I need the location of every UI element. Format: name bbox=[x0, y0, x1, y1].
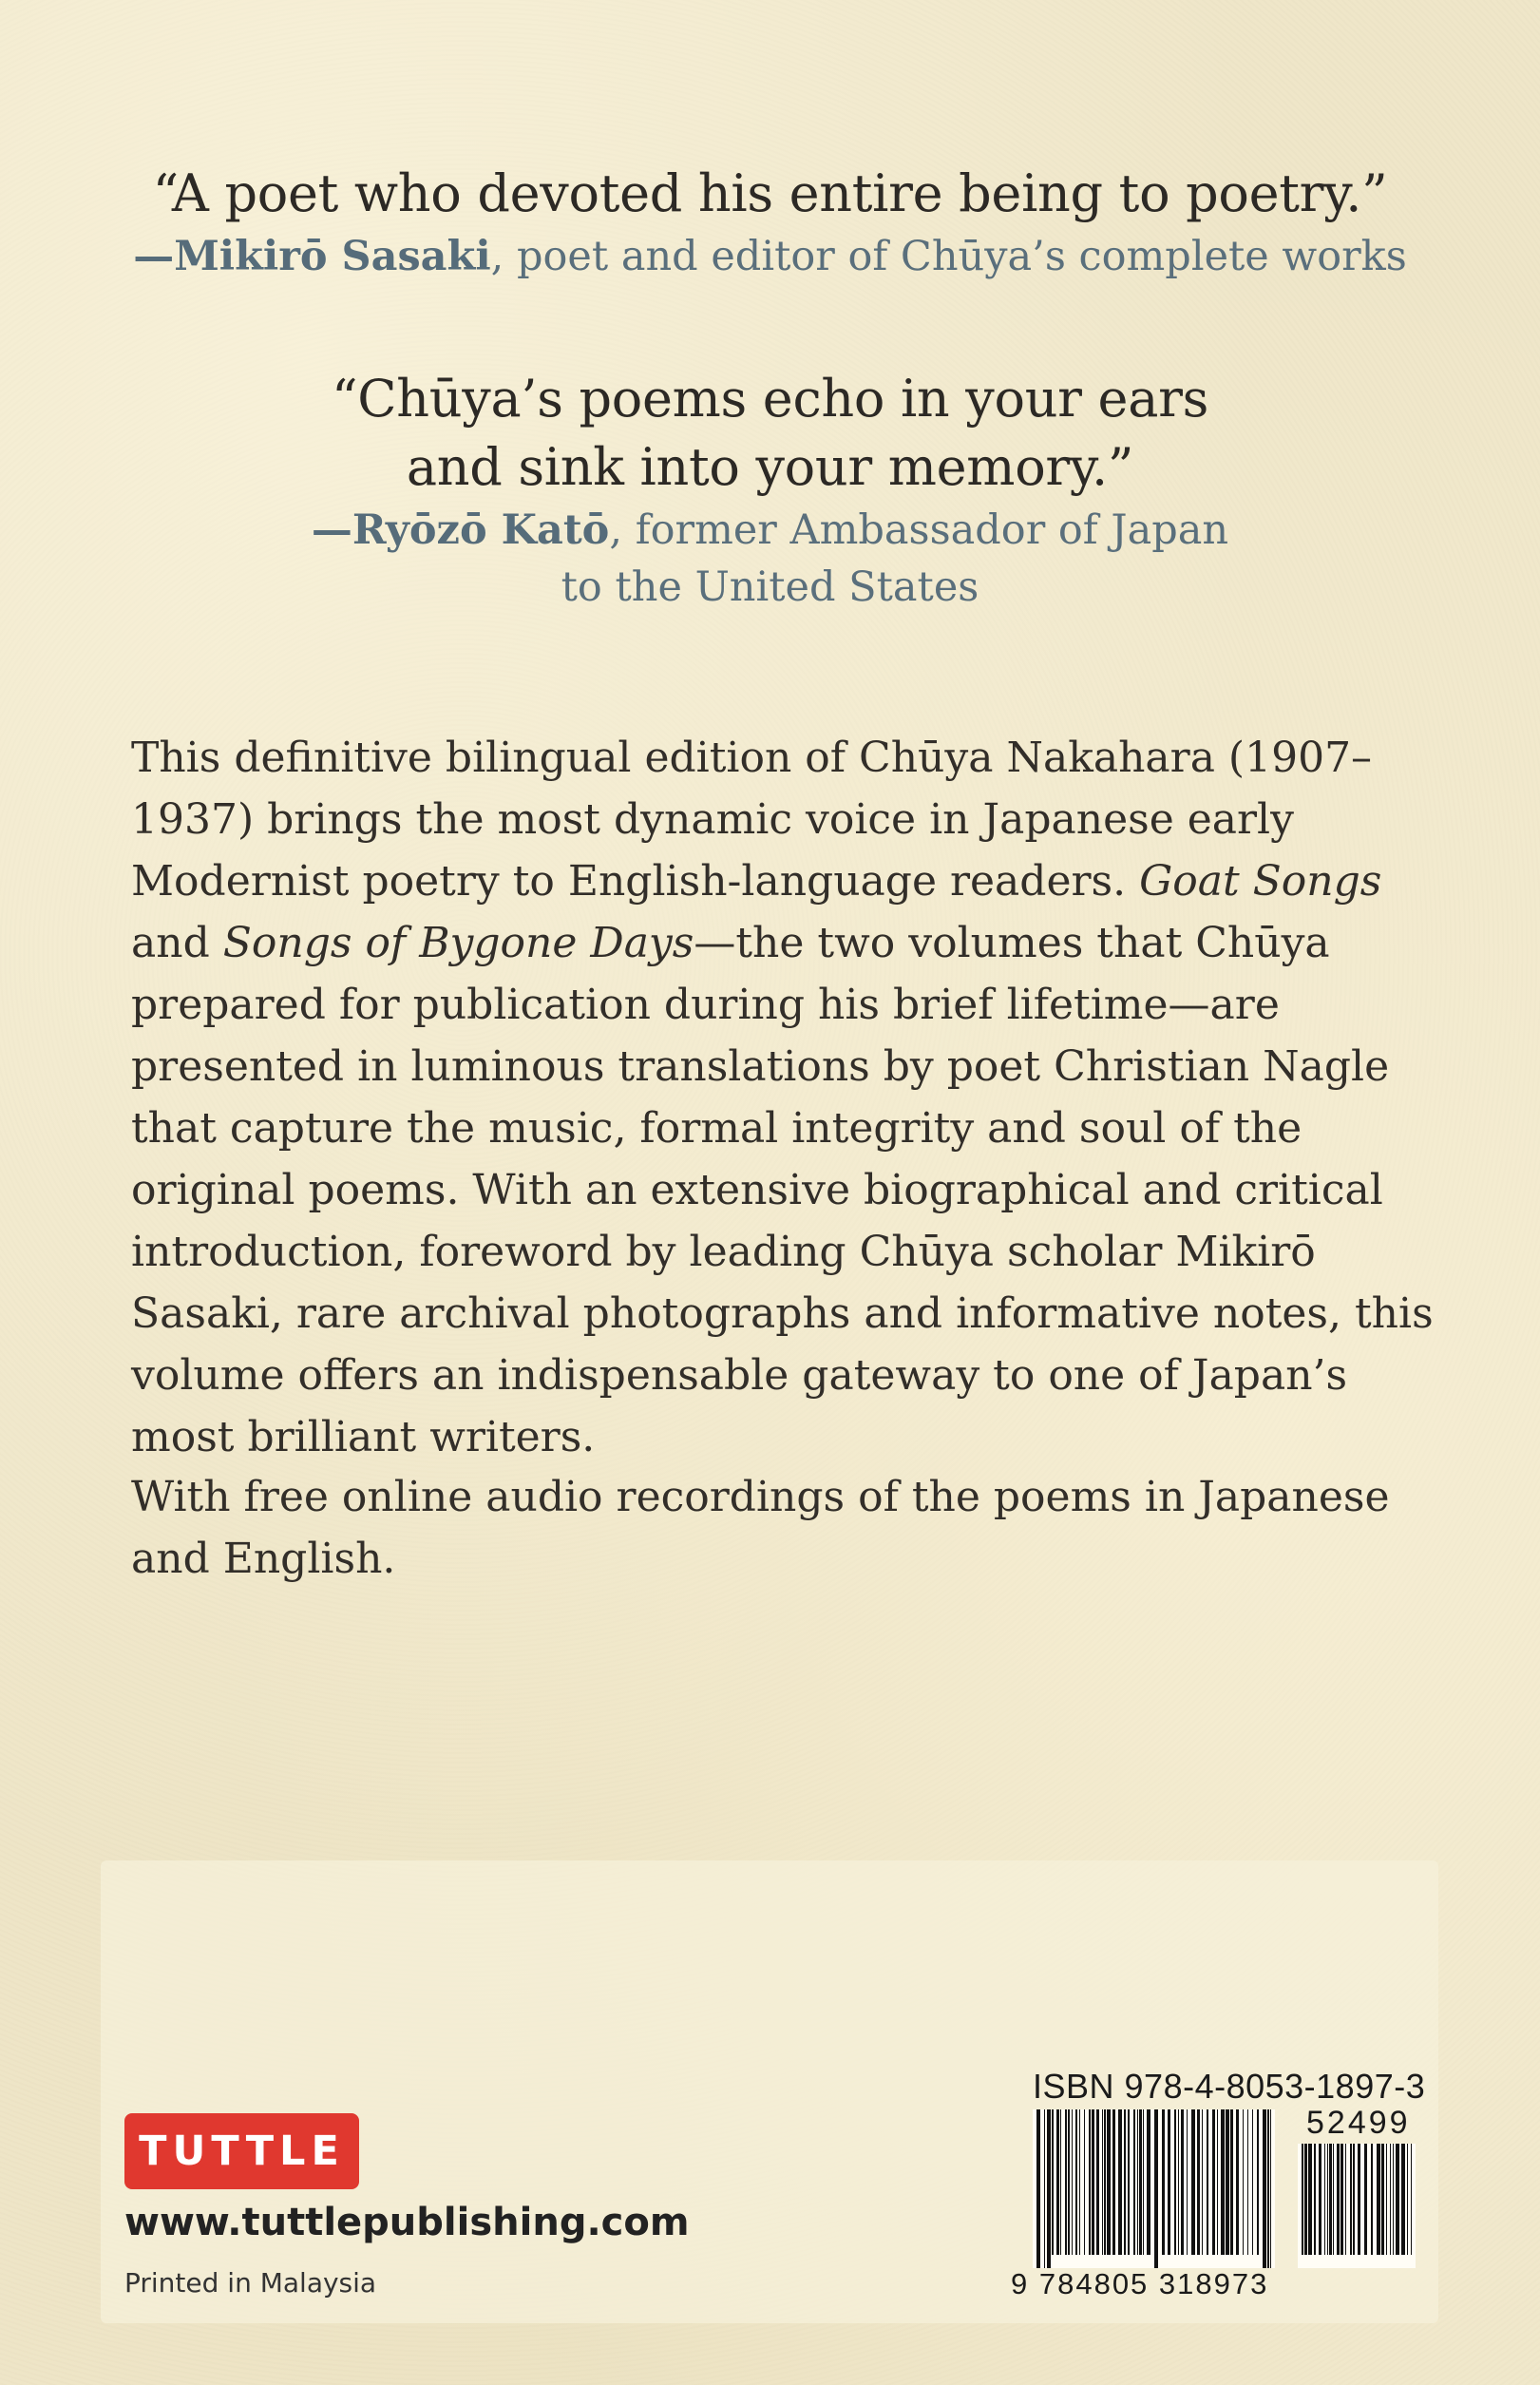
barcode-bar bbox=[1079, 2109, 1080, 2255]
barcode-bar bbox=[1411, 2144, 1412, 2255]
ean-barcode bbox=[1033, 2109, 1275, 2268]
barcode-bar bbox=[1324, 2144, 1325, 2255]
quote-2-attribution-line-1: , former Ambassador of Japan bbox=[609, 506, 1229, 554]
printed-in: Printed in Malaysia bbox=[124, 2267, 377, 2299]
barcode-bar bbox=[1257, 2109, 1259, 2255]
barcode-bar bbox=[1107, 2109, 1111, 2255]
quote-2 bbox=[0, 365, 1540, 616]
barcode-bar bbox=[1118, 2109, 1122, 2255]
barcode-bar bbox=[1396, 2144, 1399, 2255]
barcode-bar bbox=[1202, 2109, 1203, 2255]
barcode-bar bbox=[1052, 2109, 1054, 2255]
barcode-bar bbox=[1314, 2144, 1316, 2255]
barcode-bar bbox=[1340, 2144, 1343, 2255]
barcode-bar bbox=[1319, 2144, 1321, 2255]
description-part-2: and bbox=[131, 919, 223, 967]
book-description bbox=[131, 727, 1442, 1468]
barcode-bar bbox=[1350, 2144, 1352, 2255]
barcode-bar bbox=[1243, 2109, 1244, 2255]
barcode-bar bbox=[1072, 2109, 1073, 2255]
quote-1-attribution bbox=[0, 228, 1540, 285]
barcode-bar bbox=[1236, 2109, 1239, 2255]
barcode-bar bbox=[1327, 2144, 1328, 2255]
quote-2-author: —Ryōzō Katō bbox=[311, 506, 610, 554]
quote-2-attribution-line-2: to the United States bbox=[561, 563, 979, 611]
barcode-bar bbox=[1047, 2109, 1051, 2268]
barcode-bar bbox=[1217, 2109, 1218, 2255]
quote-2-attribution bbox=[0, 502, 1540, 559]
barcode-bar bbox=[1212, 2109, 1215, 2255]
ean-digits: 9 784805 318973 bbox=[1011, 2267, 1269, 2300]
barcode-bar bbox=[1060, 2109, 1061, 2255]
barcode-bar bbox=[1056, 2109, 1059, 2255]
barcode-bar bbox=[1345, 2144, 1346, 2255]
barcode-bar bbox=[1036, 2109, 1040, 2268]
barcode-bar bbox=[1178, 2109, 1179, 2255]
barcode-bar bbox=[1174, 2109, 1176, 2255]
barcode-bar bbox=[1128, 2109, 1130, 2255]
barcode-bar bbox=[1226, 2109, 1229, 2255]
title-songs-of-bygone-days: Songs of Bygone Days bbox=[222, 919, 694, 967]
barcode-bar bbox=[1181, 2109, 1184, 2255]
barcode-bar bbox=[1096, 2109, 1099, 2255]
barcode-bar bbox=[1270, 2109, 1271, 2268]
quote-1-attribution-line: , poet and editor of Chūya’s complete works bbox=[490, 233, 1407, 280]
barcode-bar bbox=[1187, 2109, 1188, 2255]
barcode-bar bbox=[1267, 2109, 1269, 2268]
quote-1 bbox=[0, 160, 1540, 285]
barcode-bar bbox=[1358, 2144, 1360, 2255]
barcode-bar bbox=[1112, 2109, 1115, 2255]
barcode-bar bbox=[1304, 2144, 1307, 2255]
barcode-bar bbox=[1143, 2109, 1144, 2255]
barcode-bar bbox=[1381, 2144, 1384, 2255]
addon-barcode bbox=[1298, 2144, 1416, 2268]
barcode-bar bbox=[1353, 2144, 1355, 2255]
barcode-bar bbox=[1263, 2109, 1266, 2268]
barcode-bar bbox=[1377, 2144, 1380, 2255]
barcode-bar bbox=[1230, 2109, 1233, 2255]
barcode-bar bbox=[1221, 2109, 1225, 2255]
barcode-bar bbox=[1137, 2109, 1138, 2255]
barcode-bar bbox=[1154, 2109, 1158, 2268]
barcode-bar bbox=[1393, 2144, 1394, 2255]
barcode-bar bbox=[1104, 2109, 1106, 2255]
barcode-bar bbox=[1102, 2109, 1103, 2255]
barcode-bar bbox=[1068, 2109, 1070, 2255]
barcode-bar bbox=[1308, 2144, 1312, 2255]
tuttle-logo bbox=[124, 2113, 359, 2189]
barcode-bar bbox=[1247, 2109, 1248, 2255]
publisher-url[interactable]: www.tuttlepublishing.com bbox=[124, 2201, 690, 2244]
barcode-bar bbox=[1168, 2109, 1170, 2255]
barcode-bar bbox=[1147, 2109, 1150, 2255]
barcode-bar bbox=[1302, 2144, 1303, 2255]
title-goat-songs: Goat Songs bbox=[1139, 857, 1382, 906]
barcode-bar bbox=[1162, 2109, 1165, 2255]
quote-2-line-2: and sink into your memory.” bbox=[406, 437, 1134, 497]
barcode-bar bbox=[1252, 2109, 1253, 2255]
barcode-bar bbox=[1092, 2109, 1094, 2255]
barcode-bar bbox=[1333, 2144, 1334, 2255]
quote-1-line: “A poet who devoted his entire being to poetry.” bbox=[152, 163, 1388, 223]
barcode-bar bbox=[1139, 2109, 1142, 2255]
tuttle-logo-text: TUTTLE bbox=[139, 2127, 345, 2175]
barcode-bar bbox=[1089, 2109, 1091, 2255]
description-part-3: —the two volumes that Chūya prepared for publication during his brief lifetime—are presented in luminous translations by poet Christian Nagle that capture the music, formal integrity and soul of the original poems. With an extensive biographical and critical introduction, foreword by leading Chūya scholar Mikirō Sasaki, rare archival photographs and informative notes, this volume offers an indispensable gateway to one of Japan’s most brilliant writers. bbox=[131, 919, 1434, 1461]
isbn-label: ISBN 978-4-8053-1897-3 bbox=[1033, 2067, 1426, 2106]
quote-2-line-1: “Chūya’s poems echo in your ears bbox=[331, 369, 1209, 429]
barcode-bar bbox=[1337, 2144, 1340, 2255]
quote-1-author: —Mikirō Sasaki bbox=[133, 233, 491, 280]
barcode-bar bbox=[1133, 2109, 1135, 2255]
addon-barcode-bars-icon bbox=[1298, 2144, 1416, 2268]
barcode-bar bbox=[1124, 2109, 1126, 2255]
barcode-bar bbox=[1407, 2144, 1408, 2255]
barcode-bar bbox=[1084, 2109, 1085, 2255]
barcode-bar bbox=[1401, 2144, 1405, 2255]
barcode-bar bbox=[1191, 2109, 1195, 2255]
barcode-bar bbox=[1044, 2109, 1045, 2268]
description-part-1: This definitive bilingual edition of Chūya Nakahara (1907–1937) brings the most dynamic voice in Japanese early Modernist poetry to English-language readers. bbox=[131, 734, 1373, 906]
barcode-bar bbox=[1329, 2144, 1332, 2255]
barcode-bar bbox=[1197, 2109, 1200, 2255]
barcode-bar bbox=[1207, 2109, 1208, 2255]
barcode-bars-icon bbox=[1033, 2109, 1275, 2268]
barcode-bar bbox=[1075, 2109, 1077, 2255]
barcode-bar bbox=[1390, 2144, 1391, 2255]
barcode-bar bbox=[1065, 2109, 1067, 2255]
audio-note: With free online audio recordings of the poems in Japanese and English. bbox=[131, 1473, 1390, 1583]
price-code: 52499 bbox=[1306, 2105, 1411, 2141]
barcode-bar bbox=[1371, 2144, 1373, 2255]
barcode-bar bbox=[1386, 2144, 1387, 2255]
barcode-bar bbox=[1364, 2144, 1367, 2255]
